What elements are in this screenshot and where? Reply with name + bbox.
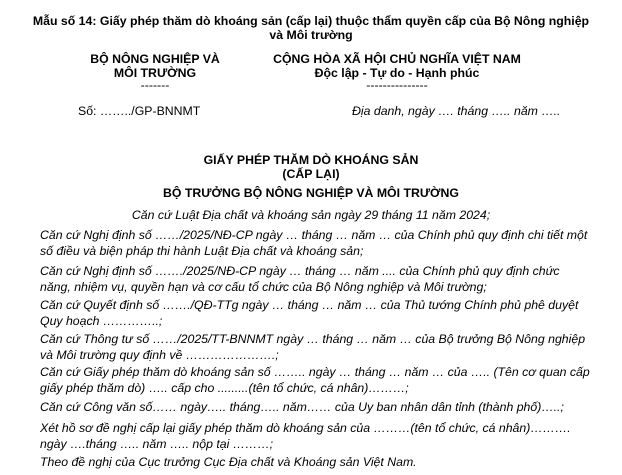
agency-divider: ------- [140,78,170,92]
country-name: CỘNG HÒA XÃ HỘI CHỦ NGHĨA VIỆT NAM [273,52,521,66]
document-number: Số: ……../GP-BNNMT [78,104,201,118]
motto-slogan: Độc lập - Tự do - Hạnh phúc [314,66,480,80]
dossier-review: Xét hồ sơ đề nghị cấp lại giấy phép thăm dò khoáng sản của ………(tên tổ chức, cá nhân)………. ngày ….tháng ….. năm ….. nộp tại ………; [40,421,571,451]
legal-basis-circular: Căn cứ Thông tư số ……/2025/TT-BNNMT ngày … tháng … năm … của Bộ trưởng Bộ Nông nghiệp và Môi trường quy định về ………………….; [40,332,586,362]
national-motto [262,52,532,80]
legal-basis-decree-1: Căn cứ Nghị định số ……/2025/NĐ-CP ngày … tháng … năm … của Chính phủ quy định chi tiết một số điều và biện pháp thi hành Luật Địa chất và khoáng sản; [40,228,588,258]
form-title: Mẫu số 14: Giấy phép thăm dò khoáng sản (cấp lại) thuộc thẩm quyền cấp của Bộ Nông nghiệp và Môi trường [32,14,590,42]
proposal-basis: Theo đề nghị của Cục trưởng Cục Địa chất và Khoáng sản Việt Nam. [40,455,417,469]
place-date: Địa danh, ngày …. tháng ….. năm ….. [352,104,561,118]
issuer-title: BỘ TRƯỞNG BỘ NÔNG NGHIỆP VÀ MÔI TRƯỜNG [163,186,459,200]
legal-basis-decree-2: Căn cứ Nghị định số ……./2025/NĐ-CP ngày … tháng … năm .... của Chính phủ quy định chức năng, nhiệm vụ, quyền hạn và cơ cấu tổ chức của Bộ Nông nghiệp và Môi trường; [40,264,560,294]
motto-divider: --------------- [366,78,428,92]
agency-name [55,52,255,80]
document-title [30,153,592,181]
document-title-line1: GIẤY PHÉP THĂM DÒ KHOÁNG SẢN [203,153,419,167]
document-title-line2: (CẤP LẠI) [282,167,340,181]
agency-name-line2: MÔI TRƯỜNG [113,66,197,80]
legal-basis-law: Căn cứ Luật Địa chất và khoáng sản ngày 29 tháng 11 năm 2024; [131,208,491,222]
legal-basis-decision: Căn cứ Quyết định số ……./QĐ-TTg ngày … tháng … năm … của Thủ tướng Chính phủ phê duyệt Quy hoạch …………..; [40,298,579,328]
agency-name-line1: BỘ NÔNG NGHIỆP VÀ [90,52,220,66]
legal-basis-official-letter: Căn cứ Công văn số…… ngày….. tháng….. năm…… của Uy ban nhân dân tỉnh (thành phố)…..; [40,400,564,414]
legal-basis-previous-license: Căn cứ Giấy phép thăm dò khoáng sản số …….. ngày … tháng … năm … của ….. (Tên cơ quan cấp giấy phép thăm dò) ….. cấp cho .........(tên tổ chức, cá nhân)………; [40,365,590,395]
